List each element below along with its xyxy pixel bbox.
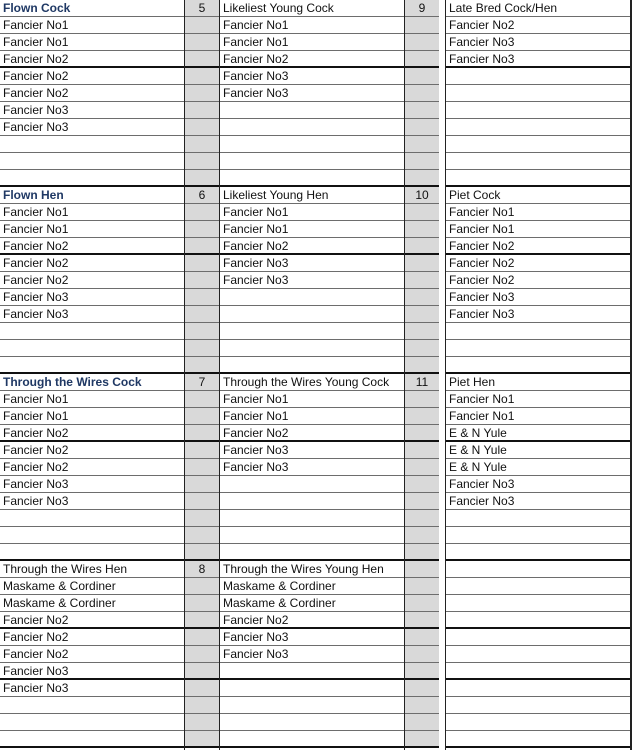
class-title: Flown Hen — [0, 187, 184, 204]
class-number: 8 — [185, 561, 219, 578]
empty-cell — [220, 731, 404, 748]
placing-cell: Fancier No3 — [0, 680, 184, 697]
placing-cell: Fancier No3 — [220, 442, 404, 459]
number-cell — [405, 629, 439, 646]
number-cell — [405, 697, 439, 714]
class-title: Through the Wires Cock — [0, 374, 184, 391]
grid-line — [184, 0, 185, 750]
placing-cell: Fancier No2 — [0, 255, 184, 272]
placing-cell: Fancier No2 — [446, 238, 630, 255]
placing-cell: Fancier No1 — [0, 34, 184, 51]
number-cell — [405, 34, 439, 51]
number-cell — [185, 697, 219, 714]
empty-cell — [446, 136, 630, 153]
placing-cell: Fancier No1 — [220, 17, 404, 34]
empty-cell — [220, 340, 404, 357]
number-cell — [405, 714, 439, 731]
placing-cell: Fancier No2 — [0, 629, 184, 646]
placing-cell: Fancier No2 — [0, 51, 184, 68]
grid-line — [219, 0, 220, 750]
number-cell — [405, 204, 439, 221]
grid-line — [404, 0, 405, 750]
number-cell — [405, 442, 439, 459]
placing-cell: Maskame & Cordiner — [220, 595, 404, 612]
placing-cell: Fancier No1 — [446, 204, 630, 221]
class-title: Flown Cock — [0, 0, 184, 17]
number-cell — [405, 170, 439, 187]
placing-cell: Fancier No3 — [220, 85, 404, 102]
number-cell — [185, 323, 219, 340]
class-number: 11 — [405, 374, 439, 391]
number-cell — [405, 17, 439, 34]
empty-cell — [446, 119, 630, 136]
empty-cell — [220, 153, 404, 170]
empty-cell — [446, 323, 630, 340]
placing-cell: Fancier No3 — [220, 255, 404, 272]
placing-cell: Fancier No2 — [0, 646, 184, 663]
placing-cell: Fancier No2 — [220, 238, 404, 255]
empty-cell — [0, 714, 184, 731]
placing-cell: Fancier No1 — [0, 221, 184, 238]
empty-cell — [220, 663, 404, 680]
empty-cell — [446, 595, 630, 612]
class-title: Piet Hen — [446, 374, 630, 391]
placing-cell: Fancier No2 — [446, 17, 630, 34]
column-right-numbers — [405, 0, 439, 748]
placing-cell: Fancier No3 — [0, 493, 184, 510]
number-cell — [185, 85, 219, 102]
number-cell — [405, 578, 439, 595]
empty-cell — [446, 357, 630, 374]
number-cell — [185, 272, 219, 289]
placing-cell: Fancier No3 — [446, 493, 630, 510]
empty-cell — [446, 340, 630, 357]
placing-cell: Fancier No3 — [0, 306, 184, 323]
number-cell — [185, 527, 219, 544]
number-cell — [405, 544, 439, 561]
number-cell — [405, 153, 439, 170]
number-cell — [405, 255, 439, 272]
empty-cell — [0, 170, 184, 187]
placing-cell: Fancier No3 — [0, 289, 184, 306]
empty-cell — [446, 646, 630, 663]
placing-cell: Fancier No3 — [446, 476, 630, 493]
number-cell — [185, 408, 219, 425]
empty-cell — [220, 544, 404, 561]
empty-cell — [220, 102, 404, 119]
number-cell — [405, 731, 439, 748]
class-title — [446, 561, 630, 578]
class-number — [405, 561, 439, 578]
class-title: Likeliest Young Cock — [220, 0, 404, 17]
number-cell — [185, 255, 219, 272]
placing-cell: Fancier No3 — [0, 119, 184, 136]
class-title: Through the Wires Young Hen — [220, 561, 404, 578]
number-cell — [405, 646, 439, 663]
number-cell — [405, 221, 439, 238]
class-number: 10 — [405, 187, 439, 204]
number-cell — [185, 476, 219, 493]
placing-cell: Fancier No3 — [446, 34, 630, 51]
placing-cell: Fancier No1 — [0, 17, 184, 34]
empty-cell — [446, 663, 630, 680]
empty-cell — [446, 697, 630, 714]
number-cell — [405, 238, 439, 255]
placing-cell: Fancier No1 — [0, 408, 184, 425]
placing-cell: Maskame & Cordiner — [220, 578, 404, 595]
placing-cell: Fancier No2 — [0, 612, 184, 629]
empty-cell — [220, 510, 404, 527]
number-cell — [185, 680, 219, 697]
empty-cell — [446, 170, 630, 187]
number-cell — [185, 221, 219, 238]
number-cell — [405, 102, 439, 119]
number-cell — [185, 357, 219, 374]
empty-cell — [220, 493, 404, 510]
placing-cell: Fancier No3 — [0, 102, 184, 119]
class-title: Through the Wires Young Cock — [220, 374, 404, 391]
placing-cell: Fancier No2 — [0, 85, 184, 102]
empty-cell — [220, 136, 404, 153]
empty-cell — [0, 136, 184, 153]
empty-cell — [446, 612, 630, 629]
class-number: 7 — [185, 374, 219, 391]
empty-cell — [220, 119, 404, 136]
class-number: 6 — [185, 187, 219, 204]
number-cell — [185, 34, 219, 51]
placing-cell: Fancier No3 — [220, 459, 404, 476]
number-cell — [185, 663, 219, 680]
empty-cell — [446, 544, 630, 561]
empty-cell — [446, 731, 630, 748]
number-cell — [405, 391, 439, 408]
number-cell — [185, 544, 219, 561]
placing-cell: Fancier No1 — [220, 221, 404, 238]
empty-cell — [0, 153, 184, 170]
column-mid-classes — [220, 0, 404, 748]
placing-cell: Fancier No3 — [446, 51, 630, 68]
number-cell — [185, 170, 219, 187]
number-cell — [185, 17, 219, 34]
column-mid-numbers — [185, 0, 219, 748]
number-cell — [405, 51, 439, 68]
empty-cell — [220, 357, 404, 374]
empty-cell — [220, 697, 404, 714]
placing-cell: Fancier No3 — [220, 629, 404, 646]
placing-cell: Fancier No2 — [0, 459, 184, 476]
number-cell — [185, 68, 219, 85]
number-cell — [405, 476, 439, 493]
number-cell — [185, 306, 219, 323]
column-right-classes — [446, 0, 630, 748]
number-cell — [405, 663, 439, 680]
number-cell — [405, 595, 439, 612]
number-cell — [405, 323, 439, 340]
number-cell — [185, 578, 219, 595]
class-title: Through the Wires Hen — [0, 561, 184, 578]
placing-cell: Fancier No1 — [0, 391, 184, 408]
placing-cell: Fancier No3 — [446, 289, 630, 306]
number-cell — [185, 646, 219, 663]
class-title: Likeliest Young Hen — [220, 187, 404, 204]
class-number: 5 — [185, 0, 219, 17]
number-cell — [185, 289, 219, 306]
placing-cell: Maskame & Cordiner — [0, 595, 184, 612]
empty-cell — [0, 323, 184, 340]
number-cell — [405, 68, 439, 85]
placing-cell: E & N Yule — [446, 459, 630, 476]
empty-cell — [446, 680, 630, 697]
placing-cell: Fancier No1 — [220, 391, 404, 408]
number-cell — [405, 85, 439, 102]
empty-cell — [446, 68, 630, 85]
placing-cell: Fancier No3 — [0, 663, 184, 680]
empty-cell — [446, 153, 630, 170]
number-cell — [405, 510, 439, 527]
number-cell — [405, 289, 439, 306]
number-cell — [405, 119, 439, 136]
placing-cell: Fancier No2 — [0, 238, 184, 255]
empty-cell — [220, 289, 404, 306]
placing-cell: Fancier No2 — [220, 612, 404, 629]
placing-cell: Fancier No2 — [0, 425, 184, 442]
placing-cell: Fancier No3 — [220, 646, 404, 663]
empty-cell — [446, 102, 630, 119]
number-cell — [405, 306, 439, 323]
number-cell — [185, 136, 219, 153]
number-cell — [405, 136, 439, 153]
placing-cell: Fancier No1 — [446, 221, 630, 238]
grid-line — [445, 0, 446, 750]
number-cell — [185, 629, 219, 646]
placing-cell: Fancier No1 — [220, 34, 404, 51]
placing-cell: Fancier No3 — [220, 272, 404, 289]
placing-cell: Fancier No2 — [0, 68, 184, 85]
number-cell — [185, 714, 219, 731]
placing-cell: E & N Yule — [446, 442, 630, 459]
class-number: 9 — [405, 0, 439, 17]
number-cell — [405, 425, 439, 442]
number-cell — [185, 425, 219, 442]
empty-cell — [220, 306, 404, 323]
class-title: Late Bred Cock/Hen — [446, 0, 630, 17]
number-cell — [185, 51, 219, 68]
empty-cell — [220, 680, 404, 697]
number-cell — [405, 408, 439, 425]
placing-cell: Fancier No1 — [220, 408, 404, 425]
number-cell — [405, 612, 439, 629]
number-cell — [185, 204, 219, 221]
number-cell — [185, 153, 219, 170]
empty-cell — [446, 85, 630, 102]
column-left-classes — [0, 0, 184, 748]
class-title: Piet Cock — [446, 187, 630, 204]
number-cell — [185, 119, 219, 136]
empty-cell — [446, 714, 630, 731]
empty-cell — [220, 476, 404, 493]
empty-cell — [0, 357, 184, 374]
number-cell — [185, 340, 219, 357]
placing-cell: Fancier No3 — [0, 476, 184, 493]
empty-cell — [446, 578, 630, 595]
number-cell — [405, 527, 439, 544]
number-cell — [405, 357, 439, 374]
placing-cell: Fancier No2 — [0, 442, 184, 459]
empty-cell — [0, 731, 184, 748]
number-cell — [185, 442, 219, 459]
placing-cell: Fancier No3 — [446, 306, 630, 323]
placing-cell: Fancier No1 — [220, 204, 404, 221]
number-cell — [185, 731, 219, 748]
empty-cell — [446, 527, 630, 544]
empty-cell — [0, 697, 184, 714]
placing-cell: Fancier No2 — [220, 425, 404, 442]
placing-cell: E & N Yule — [446, 425, 630, 442]
empty-cell — [0, 510, 184, 527]
empty-cell — [220, 170, 404, 187]
placing-cell: Fancier No2 — [220, 51, 404, 68]
number-cell — [405, 493, 439, 510]
empty-cell — [220, 714, 404, 731]
placing-cell: Fancier No1 — [446, 408, 630, 425]
number-cell — [405, 459, 439, 476]
placing-cell: Fancier No2 — [446, 272, 630, 289]
empty-cell — [220, 527, 404, 544]
placing-cell: Maskame & Cordiner — [0, 578, 184, 595]
number-cell — [185, 493, 219, 510]
empty-cell — [446, 629, 630, 646]
placing-cell: Fancier No2 — [0, 272, 184, 289]
empty-cell — [0, 544, 184, 561]
placing-cell: Fancier No3 — [220, 68, 404, 85]
empty-cell — [0, 527, 184, 544]
placing-cell: Fancier No1 — [446, 391, 630, 408]
number-cell — [185, 510, 219, 527]
number-cell — [185, 102, 219, 119]
placing-cell: Fancier No2 — [446, 255, 630, 272]
number-cell — [405, 340, 439, 357]
number-cell — [185, 459, 219, 476]
number-cell — [185, 595, 219, 612]
placing-cell: Fancier No1 — [0, 204, 184, 221]
empty-cell — [0, 340, 184, 357]
number-cell — [185, 238, 219, 255]
empty-cell — [220, 323, 404, 340]
number-cell — [185, 612, 219, 629]
number-cell — [405, 272, 439, 289]
number-cell — [405, 680, 439, 697]
empty-cell — [446, 510, 630, 527]
number-cell — [185, 391, 219, 408]
